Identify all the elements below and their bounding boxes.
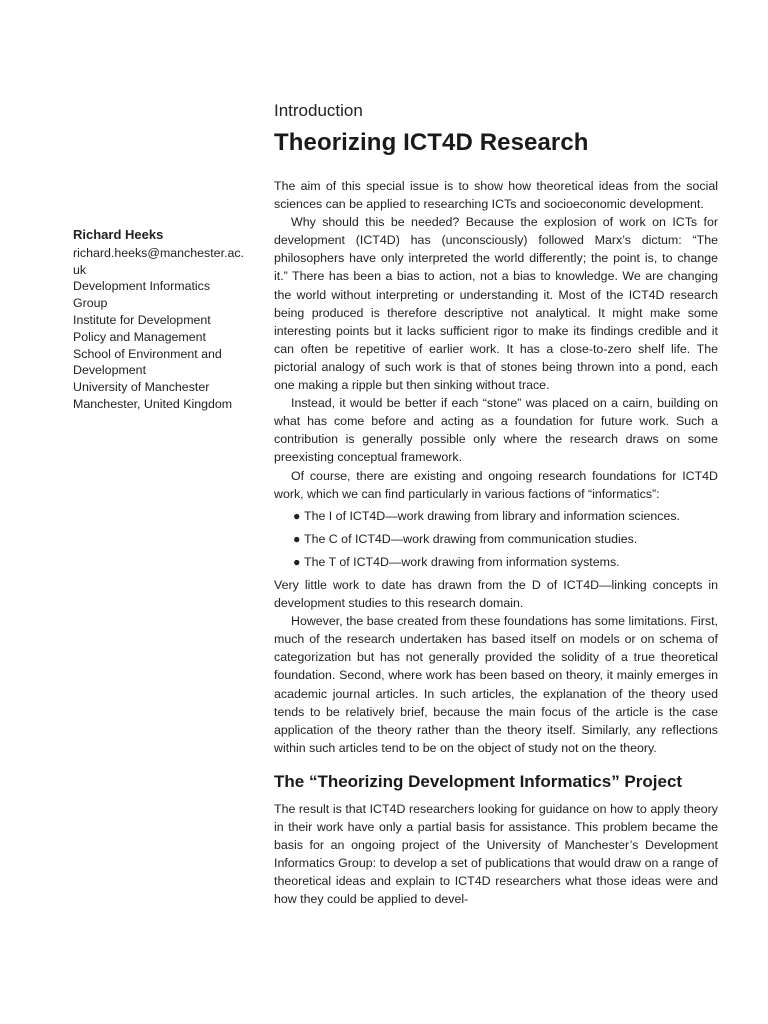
- section-label: Introduction: [274, 101, 363, 120]
- bullet-icon: ●: [293, 531, 301, 546]
- article-title: Theorizing ICT4D Research: [274, 129, 589, 156]
- list-item: [293, 507, 718, 525]
- article-body: [274, 177, 718, 909]
- body-paragraph: The aim of this special issue is to show how theoretical ideas from the social sciences can be applied to researching ICTs and socioeconomic development.: [274, 179, 718, 212]
- affiliation-line: Group: [73, 296, 108, 311]
- author-email-line-2[interactable]: uk: [73, 262, 87, 277]
- affiliation-line: Development: [73, 363, 147, 378]
- list-item: [293, 530, 718, 548]
- affiliation-line: Policy and Management: [73, 329, 206, 344]
- affiliation-line: Manchester, United Kingdom: [73, 396, 233, 411]
- bullet-icon: ●: [293, 554, 301, 569]
- bullet-icon: ●: [293, 508, 301, 523]
- list-item: [293, 553, 718, 571]
- author-block: [73, 227, 253, 413]
- list-item-text: The I of ICT4D—work drawing from library and information sciences.: [304, 508, 680, 523]
- body-paragraph: The result is that ICT4D researchers looking for guidance on how to apply theory in their work have only a partial basis for assistance. This problem became the basis for an ongoing project of the University of Manchester’s Development Informatics Group: to develop a set of publications that would draw on a range of theoretical ideas and explain to ICT4D researchers what those ideas were and how they could be applied to devel-: [274, 802, 718, 907]
- body-paragraph: However, the base created from these foundations has some limitations. First, much of the research undertaken has based itself on models or on schema of categorization but has not generally provided the solidity of a true theoretical foundation. Second, where work has been based on theory, it mainly emerges in academic journal articles. In such articles, the explanation of the theory used tends to be relatively brief, because the main focus of the article is the case application of the theory rather than the theory itself. Similarly, any reflections within such articles tend to be on the object of study not on the theory.: [274, 614, 718, 755]
- body-paragraph: Instead, it would be better if each “stone” was placed on a cairn, building on what has come before and acting as a foundation for future work. Such a contribution is generally possible only where the research draws on some preexisting conceptual framework.: [274, 396, 718, 465]
- affiliation-line: School of Environment and: [73, 346, 222, 361]
- author-email-line-1[interactable]: richard.heeks@manchester.ac.: [73, 245, 244, 260]
- body-paragraph: Why should this be needed? Because the explosion of work on ICTs for development (ICT4D) has (unconsciously) followed Marx’s dictum: “The philosophers have only interpreted the world differently; the point is, to change it.” There has been a bias to action, not a bias to knowledge. We are changing the world without interpreting or understanding it. Most of the ICT4D research being produced is therefore descriptive not analytical. It might make some interesting points but it lacks sufficient rigor to make its findings credible and it can often be repetitive of earlier work. It has a close-to-zero shelf life. The pictorial analogy of such work is that of stones being thrown into a pond, each one making a ripple but then sinking without trace.: [274, 215, 718, 393]
- body-paragraph: Very little work to date has drawn from the D of ICT4D—linking concepts in development studies to this research domain.: [274, 577, 718, 611]
- list-item-text: The T of ICT4D—work drawing from information systems.: [304, 554, 620, 569]
- affiliation-line: Institute for Development: [73, 312, 211, 327]
- affiliation-line: Development Informatics: [73, 279, 211, 294]
- informatics-bullet-list: [293, 507, 718, 571]
- author-name: Richard Heeks: [73, 227, 164, 242]
- section-heading: The “Theorizing Development Informatics” Project: [274, 771, 683, 791]
- body-paragraph: Of course, there are existing and ongoing research foundations for ICT4D work, which we can find particularly in various factions of “informatics”:: [274, 468, 718, 501]
- list-item-text: The C of ICT4D—work drawing from communication studies.: [304, 531, 638, 546]
- affiliation-line: University of Manchester: [73, 380, 210, 395]
